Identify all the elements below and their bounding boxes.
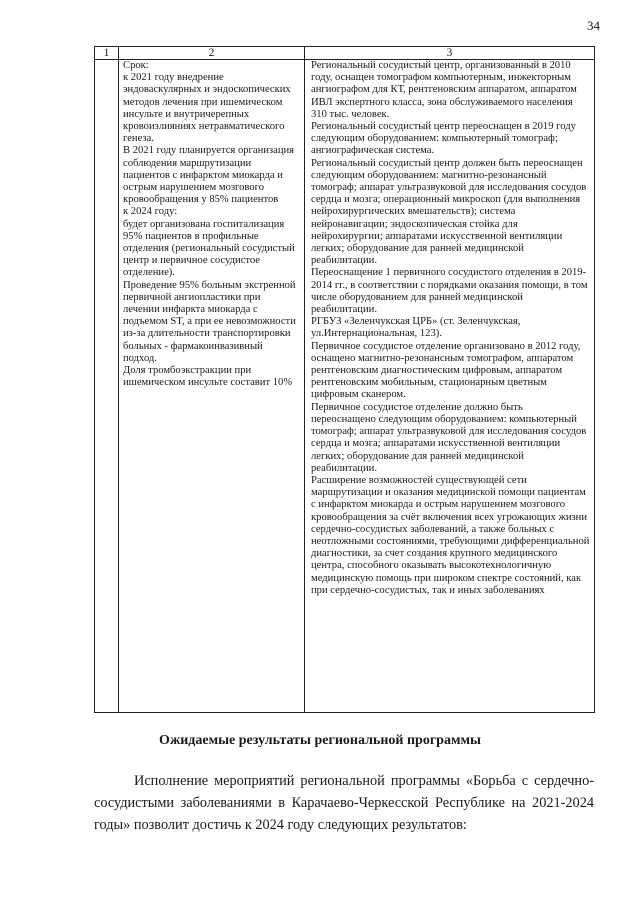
column2-paragraph: к 2021 году внедрение эндоваскулярных и эндоскопических методов лечения при ишемическом инсульте и внутричерепных кровоизлияниях нетравматического генеза. xyxy=(123,72,291,145)
table-row xyxy=(95,60,595,713)
table-header-row xyxy=(95,47,595,60)
column3-paragraph: Региональный сосудистый центр переоснащен в 2019 году следующим оборудованием: компьютерный томограф; ангиографическая система. xyxy=(311,121,576,157)
column-header-3: 3 xyxy=(305,47,595,60)
column3-paragraph: Первичное сосудистое отделение организовано в 2012 году, оснащено магнитно-резонансным томографом, аппаратом рентгеновским диагностическим цифровым, аппаратом рентгеновским мобильным, стационарным цветным цифровым сканером. xyxy=(311,340,581,401)
column1-cell xyxy=(95,60,119,713)
column2-paragraph: Доля тромбоэкстракции при ишемическом инсульте составит 10% xyxy=(123,365,293,389)
column2-paragraph: В 2021 году планируется организация соблюдения маршрутизации пациентов с инфарктом миокарда и острым нарушением мозгового кровообращения у 85% пациентов xyxy=(123,145,295,206)
column2-paragraph: Срок: xyxy=(123,60,149,71)
program-table xyxy=(94,46,595,713)
closing-paragraph: Исполнение мероприятий региональной программы «Борьба с сердечно-сосудистыми заболеваниями в Карачаево-Черкесской Республике на 2021-2024 годы» позволит достичь к 2024 году следующих результатов: xyxy=(94,773,594,833)
column3-paragraph: Расширение возможностей существующей сети маршрутизации и оказания медицинской помощи пациентам с инфарктом миокарда и острым нарушением мозгового кровообращения за счёт включения всех угрожающих жизни сердечно-сосудистых заболеваний, а также больных с неотложными состояниями, требующими дифференциальной диагностики, за счет создания крупного медицинского центра, способного оказывать высокотехнологичную медицинскую помощь при широком спектре состояний, как при сердечно-сосудистых, так и иных заболеваниях xyxy=(311,474,590,596)
column-header-1: 1 xyxy=(95,47,119,60)
column3-text xyxy=(309,60,590,597)
column3-paragraph: Региональный сосудистый центр, организованный в 2010 году, оснащен томографом компьютерным, инжекторным ангиографом для КТ, рентгеновским аппаратом, аппаратом ИВЛ экспертного класса, зона обслуживаемого населения 310 тыс. человек. xyxy=(311,60,577,120)
column3-paragraph: Региональный сосудистый центр должен быть переоснащен следующим оборудованием: магнитно-резонансный томограф; аппарат ультразвуковой для исследования сосудов сердца и мозга; операционный микроскоп (для выполнения нейрохирургических вмешательств); система нейронавигации; эндоскопическая стойка для нейрохирургии; аппаратами искусственной вентиляции легких; оборудование для ранней медицинской реабилитации. xyxy=(311,157,587,267)
section-heading: Ожидаемые результаты региональной программы xyxy=(159,733,481,748)
column2-paragraph: будет организована госпитализация 95% пациентов в профильные отделения (региональный сосудистый центр и первичное сосудистое отделение). xyxy=(123,218,295,279)
column-header-2: 2 xyxy=(119,47,305,60)
column3-paragraph: Первичное сосудистое отделение должно быть переоснащено следующим оборудованием: компьютерный томограф; аппарат ультразвуковой для исследования сосудов сердца и мозга; аппаратами искусственной вентиляции легких; оборудование для ранней медицинской реабилитации. xyxy=(311,401,587,474)
column3-paragraph: Переоснащение 1 первичного сосудистого отделения в 2019-2014 гг., в соответствии с порядками оказания помощи, в том числе оборудованием для ранней медицинской реабилитации. xyxy=(311,267,588,316)
column3-cell xyxy=(305,60,595,713)
column2-text xyxy=(123,60,300,389)
page-number: 34 xyxy=(587,18,600,33)
column2-paragraph: к 2024 году: xyxy=(123,206,178,218)
column2-paragraph: Проведение 95% больным экстренной первичной ангиопластики при лечении инфаркта миокарда с подъемом ST, а при ее невозможности из-за длительности транспортировки больных - фармакоинвазивный подход. xyxy=(123,279,296,364)
column3-paragraph: РГБУЗ «Зеленчукская ЦРБ» (ст. Зеленчукская, ул.Интернациональная, 123). xyxy=(311,316,521,340)
column2-cell xyxy=(119,60,305,713)
